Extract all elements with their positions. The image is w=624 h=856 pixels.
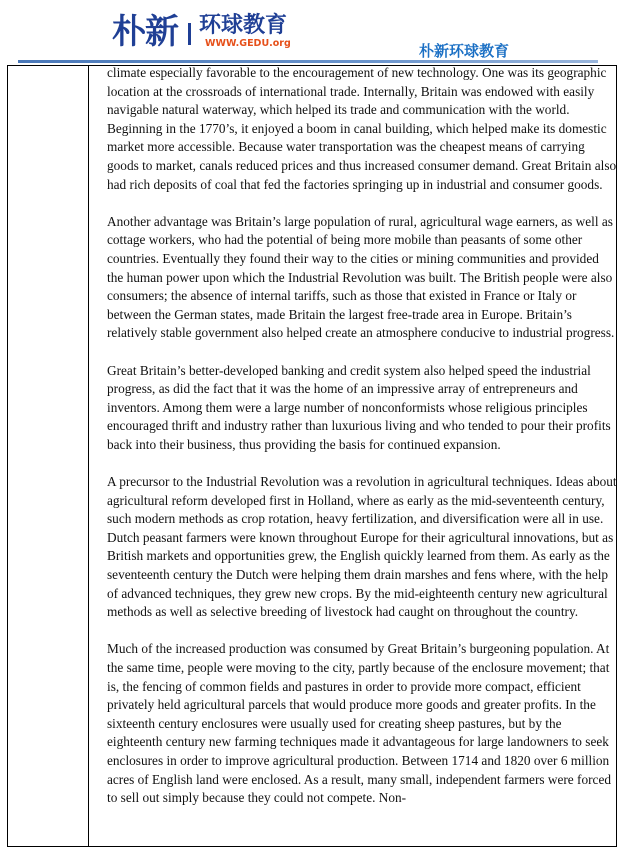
logo-chinese-name: 环球教育 [199, 13, 288, 38]
logo-url: WWW.GEDU.org [205, 38, 291, 49]
logo-main-text: 朴新 [112, 12, 178, 52]
logo-right-block [199, 14, 291, 50]
document-body [107, 64, 617, 826]
paragraph-5: Much of the increased production was consumed by Great Britain’s burgeoning population. At the same time, people were moving to the city, partly because of the enclosure movement; that is, the fencing of common fields and pastures in order to provide more compact, efficient privately held agricultural parcels that would produce more goods and greater profits. In the sixteenth century enclosures were usually used for creating sheep pastures, but by the eighteenth century new farming techniques made it advantageous for large landowners to seek enclosures in order to improve agricultural production. Between 1714 and 1820 over 6 million acres of English land were enclosed. As a result, many small, independent farmers were forced to sell out simply because they could not compete. Non- [107, 641, 611, 806]
document-table [7, 65, 617, 847]
logo-separator [188, 23, 191, 45]
paragraph-2: Another advantage was Britain’s large population of rural, agricultural wage earners, as well as cottage workers, who had the potential of being more mobile than peasants of some other countries. Eventually they found their way to the cities or mining communities and provided the human power upon which the Industrial Revolution was built. The British people were also consumers; the absence of internal tariffs, such as those that existed in France or Italy or between the German states, made Britain the largest free-trade area in Europe. Britain’s relatively stable government also helped create an atmosphere conducive to industrial progress. [107, 213, 615, 341]
header-title: 朴新环球教育 [419, 42, 510, 60]
paragraph-4: A precursor to the Industrial Revolution was a revolution in agricultural techniques. Ideas about agricultural reform developed first in Holland, where as early as the mid-seventeenth century, such modern methods as crop rotation, heavy fertilization, and diversification were all in use. Dutch peasant farmers were known throughout Europe for their agricultural innovations, but as British markets and opportunities grew, the English quickly learned from them. As early as the seventeenth century the Dutch were helping them drain marshes and fens where, with the help of advanced techniques, they grew new crops. By the mid-eighteenth century new agricultural methods as well as selective breeding of livestock had caught on throughout the country. [107, 474, 617, 620]
paragraph-1: climate especially favorable to the encouragement of new technology. One was its geographic location at the crossroads of international trade. Internally, Britain was endowed with easily navigable natural waterway, which helped its trade and communication with the world. Beginning in the 1770’s, it enjoyed a boom in canal building, which helped make its domestic market more accessible. Because water transportation was the cheapest means of carrying goods to market, canals reduced prices and thus increased consumer demand. Great Britain also had rich deposits of coal that fed the factories springing up in industrial and consumer goods. [107, 65, 617, 192]
header-divider [18, 60, 598, 63]
column-divider [88, 66, 89, 846]
left-margin-cell [8, 66, 88, 846]
gedu-logo [112, 12, 291, 56]
paragraph-3: Great Britain’s better-developed banking and credit system also helped speed the industrial progress, as did the fact that it was the home of an impressive array of entrepreneurs and inventors. Among them were a large number of nonconformists whose religious principles encouraged thrift and industry rather than luxurious living and who tended to pour their profits back into their business, thus providing the basis for continued expansion. [107, 362, 611, 452]
